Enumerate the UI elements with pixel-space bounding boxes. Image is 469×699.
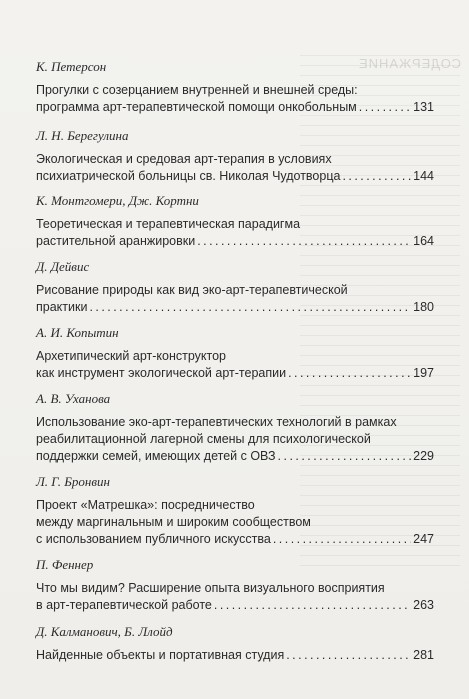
entry-title-last-line bbox=[36, 647, 434, 664]
toc-entry-1 bbox=[36, 128, 434, 185]
dot-leader bbox=[288, 365, 411, 382]
dot-leader bbox=[359, 99, 411, 116]
page-number: 144 bbox=[413, 169, 434, 183]
entry-title-last-line bbox=[36, 597, 434, 614]
entry-title bbox=[36, 414, 434, 465]
entry-title-line: реабилитационной лагерной смены для психологической bbox=[36, 432, 371, 446]
entry-author: А. И. Копытин bbox=[36, 325, 119, 340]
entry-title-line: Рисование природы как вид эко-арт-терапевтической bbox=[36, 283, 348, 297]
entry-title-last-line bbox=[36, 168, 434, 185]
entry-title-line: Теоретическая и терапевтическая парадигма bbox=[36, 217, 301, 231]
entry-title-line: в арт-терапевтической работе bbox=[36, 598, 212, 612]
entry-title-line: Использование эко-арт-терапевтических технологий в рамках bbox=[36, 415, 397, 429]
entry-title-line: программа арт-терапевтической помощи онкобольным bbox=[36, 100, 357, 114]
entry-author: Л. Н. Берегулина bbox=[36, 128, 129, 143]
entry-title bbox=[36, 151, 434, 185]
page-number: 164 bbox=[413, 234, 434, 248]
entry-author: Д. Дейвис bbox=[36, 259, 90, 274]
entry-title-line: практики bbox=[36, 300, 88, 314]
dot-leader bbox=[273, 531, 411, 548]
dot-leader bbox=[342, 168, 411, 185]
entry-title-last-line bbox=[36, 233, 434, 250]
entry-author: Л. Г. Бронвин bbox=[36, 474, 110, 489]
entry-title-line: растительной аранжировки bbox=[36, 234, 196, 248]
toc-entry-6 bbox=[36, 474, 434, 548]
entry-title bbox=[36, 82, 434, 116]
entry-title-last-line bbox=[36, 531, 434, 548]
page-number: 281 bbox=[413, 648, 434, 662]
entry-title-line: Архетипический арт-конструктор bbox=[36, 349, 226, 363]
entry-title-line: Экологическая и средовая арт-терапия в условиях bbox=[36, 152, 332, 166]
toc-entry-0 bbox=[36, 59, 434, 116]
entry-title bbox=[36, 282, 434, 316]
entry-title bbox=[36, 647, 434, 664]
entry-title bbox=[36, 497, 434, 548]
entry-title-last-line bbox=[36, 99, 434, 116]
entry-title-line: с использованием публичного искусства bbox=[36, 532, 271, 546]
entry-title-line: поддержки семей, имеющих детей с ОВЗ bbox=[36, 449, 276, 463]
entry-title-last-line bbox=[36, 299, 434, 316]
page-number: 197 bbox=[413, 366, 434, 380]
entry-title bbox=[36, 348, 434, 382]
page-number: 229 bbox=[413, 449, 434, 463]
entry-title-last-line bbox=[36, 365, 434, 382]
toc-entry-8 bbox=[36, 624, 434, 664]
entry-author: Д. Калманович, Б. Ллойд bbox=[36, 624, 173, 639]
entry-title-line: Прогулки с созерцанием внутренней и внешней среды: bbox=[36, 83, 358, 97]
entry-author: П. Феннер bbox=[36, 557, 94, 572]
dot-leader bbox=[89, 299, 411, 316]
toc-entry-5 bbox=[36, 391, 434, 465]
toc-entry-7 bbox=[36, 557, 434, 614]
entry-author: А. В. Уханова bbox=[36, 391, 111, 406]
entry-title-line: Найденные объекты и портативная студия bbox=[36, 648, 285, 662]
page-number: 180 bbox=[413, 300, 434, 314]
entry-author: К. Монтгомери, Дж. Кортни bbox=[36, 193, 199, 208]
toc-entry-2 bbox=[36, 193, 434, 250]
entry-title-line: Проект «Матрешка»: посредничество bbox=[36, 498, 255, 512]
entry-title-line: как инструмент экологической арт-терапии bbox=[36, 366, 287, 380]
entry-title-line: между маргинальным и широким сообществом bbox=[36, 515, 311, 529]
entry-title-line: психиатрической больницы св. Николая Чудотворца bbox=[36, 169, 341, 183]
entry-title bbox=[36, 580, 434, 614]
entry-author: К. Петерсон bbox=[36, 59, 107, 74]
page-number: 131 bbox=[413, 100, 434, 114]
bleed-through-title: СОДЕРЖАНИЕ bbox=[357, 56, 461, 71]
dot-leader bbox=[286, 647, 411, 664]
dot-leader bbox=[214, 597, 411, 614]
entry-title-last-line bbox=[36, 448, 434, 465]
toc-entry-4 bbox=[36, 325, 434, 382]
dot-leader bbox=[278, 448, 412, 465]
entry-title bbox=[36, 216, 434, 250]
dot-leader bbox=[197, 233, 411, 250]
page-number: 247 bbox=[413, 532, 434, 546]
page-number: 263 bbox=[413, 598, 434, 612]
entry-title-line: Что мы видим? Расширение опыта визуального восприятия bbox=[36, 581, 385, 595]
toc-entry-3 bbox=[36, 259, 434, 316]
